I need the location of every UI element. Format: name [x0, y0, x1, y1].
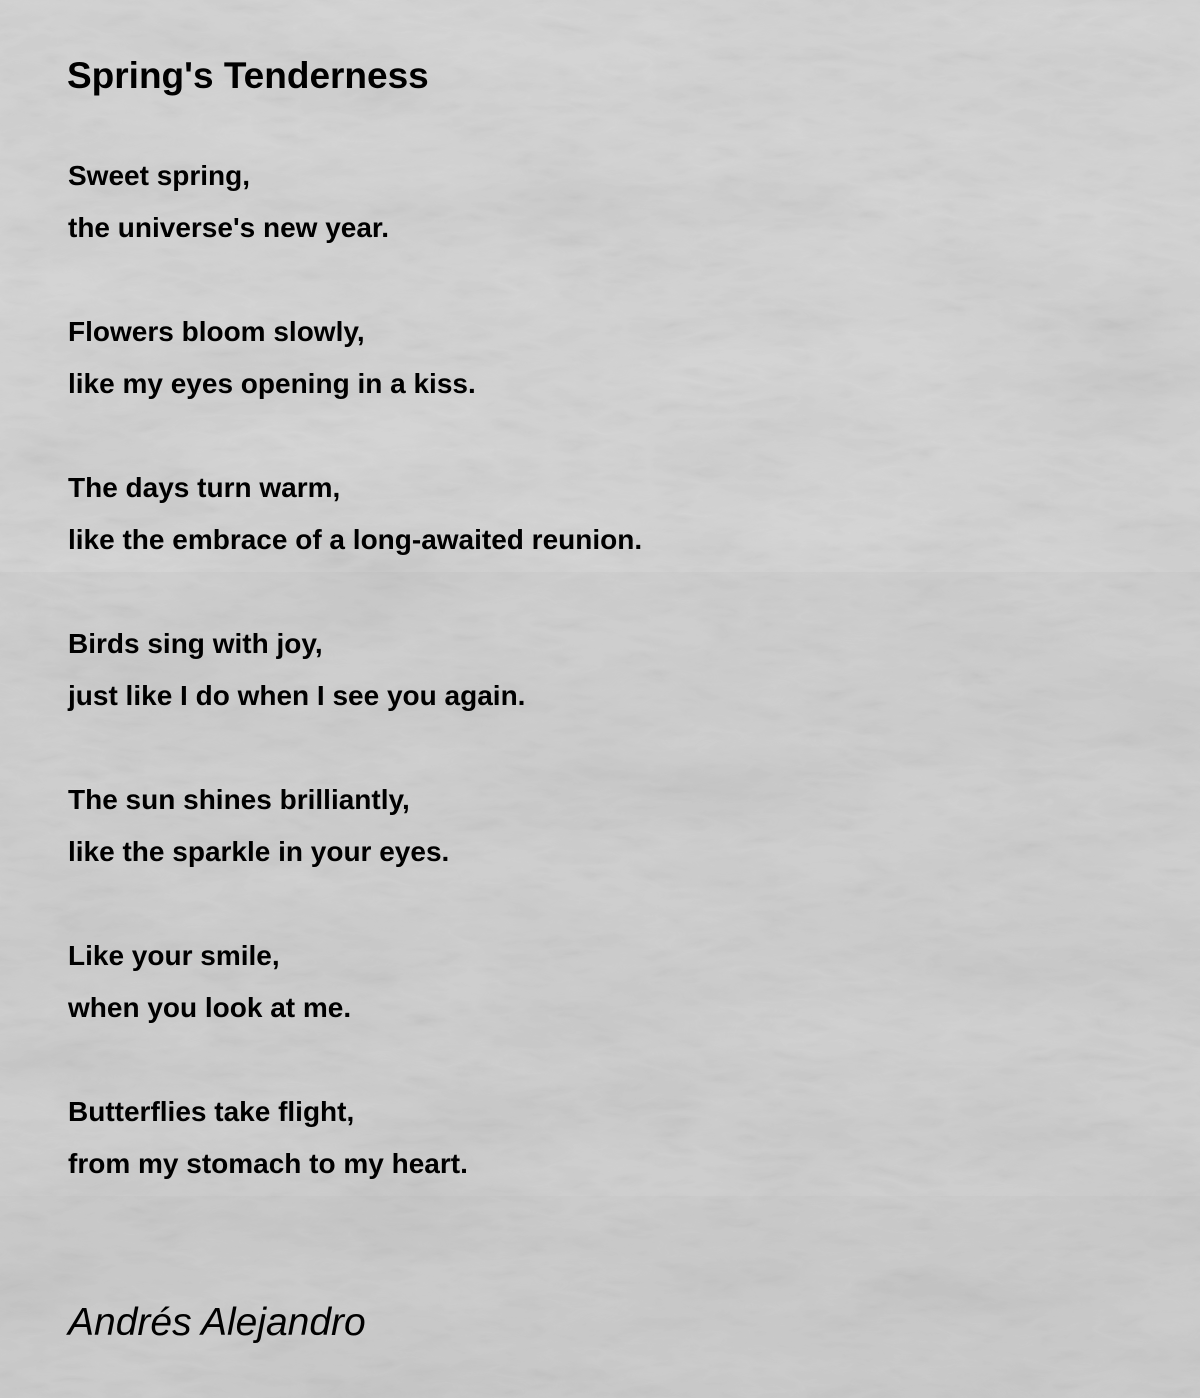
stanza: [68, 936, 1148, 1040]
poem-line: Flowers bloom slowly,: [68, 316, 365, 347]
poem-author: Andrés Alejandro: [68, 1301, 366, 1344]
poem-line: The days turn warm,: [68, 472, 341, 503]
poem-line: just like I do when I see you again.: [68, 680, 526, 711]
stanza: [68, 780, 1148, 884]
poem-line: like the embrace of a long-awaited reunion.: [68, 524, 643, 555]
poem-line: Butterflies take flight,: [68, 1096, 355, 1127]
poem-line: like the sparkle in your eyes.: [68, 836, 450, 867]
poem-line: The sun shines brilliantly,: [68, 784, 410, 815]
stanza: [68, 624, 1148, 728]
poem-line: Sweet spring,: [68, 160, 251, 191]
poem-title: Spring's Tenderness: [67, 55, 429, 96]
stanza: [68, 156, 1148, 260]
stanza: [68, 312, 1148, 416]
poem-line: Like your smile,: [68, 940, 280, 971]
poem-line: from my stomach to my heart.: [68, 1148, 468, 1179]
poem-line: Birds sing with joy,: [68, 628, 323, 659]
poem-line: like my eyes opening in a kiss.: [68, 368, 476, 399]
poem-body: [68, 156, 1148, 1248]
stanza: [68, 1092, 1148, 1196]
poem-line: when you look at me.: [68, 992, 352, 1023]
stanza: [68, 468, 1148, 572]
poem-line: the universe's new year.: [68, 212, 390, 243]
